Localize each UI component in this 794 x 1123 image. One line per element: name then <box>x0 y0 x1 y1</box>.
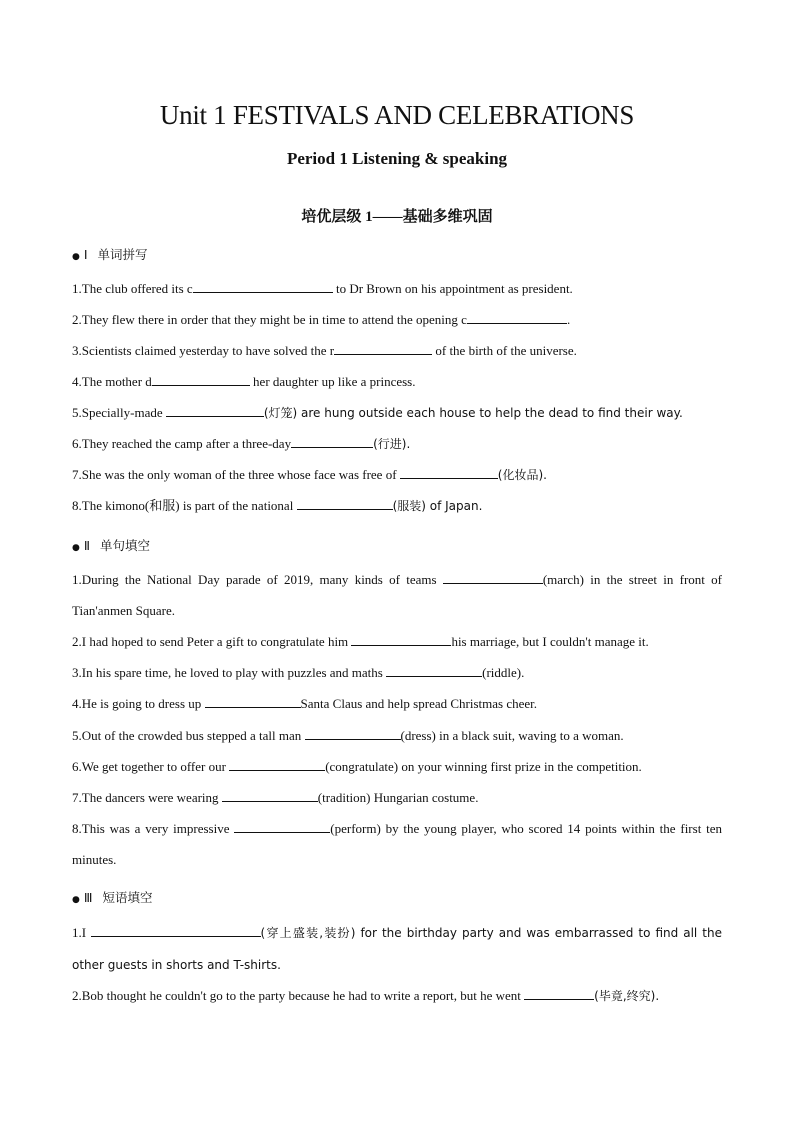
answer-blank[interactable] <box>152 373 250 386</box>
answer-blank[interactable] <box>351 633 451 646</box>
answer-blank[interactable] <box>297 497 393 510</box>
question-line: 8.The kimono(和服) is part of the national (服装) of Japan. <box>72 498 483 513</box>
section-heading-1: ● Ⅰ 单词拼写 <box>72 247 148 262</box>
section-heading-3: ● Ⅲ 短语填空 <box>72 890 153 905</box>
level-heading: 培优层级 1——基础多维巩固 <box>301 209 493 225</box>
answer-blank[interactable] <box>222 789 318 802</box>
answer-blank[interactable] <box>443 571 543 584</box>
question-line: 4.The mother d her daughter up like a princess. <box>72 374 416 389</box>
bullet-icon: ● <box>72 252 80 262</box>
question-line: 2.Bob thought he couldn't go to the party because he had to write a report, but he went (毕竟,终究). <box>72 988 660 1003</box>
question-line: 2.I had hoped to send Peter a gift to congratulate him his marriage, but I couldn't manage it. <box>72 634 649 649</box>
question-line: 2.They flew there in order that they might be in time to attend the opening c . <box>72 312 571 327</box>
question-line: 5.Out of the crowded bus stepped a tall man (dress) in a black suit, waving to a woman. <box>72 728 624 743</box>
answer-blank[interactable] <box>291 435 373 448</box>
question-line: 7.She was the only woman of the three whose face was free of (化妆品). <box>72 467 547 482</box>
answer-blank[interactable] <box>305 727 401 740</box>
question-line: 6.They reached the camp after a three-day (行进). <box>72 436 411 451</box>
unit-title: Unit 1 FESTIVALS AND CELEBRATIONS <box>159 100 635 130</box>
question-line: 1.The club offered its c to Dr Brown on his appointment as president. <box>72 281 573 296</box>
answer-blank[interactable] <box>386 664 482 677</box>
question-line: 5.Specially-made (灯笼) are hung outside each house to help the dead to find their way. <box>72 405 683 420</box>
question-line: 3.In his spare time, he loved to play with puzzles and maths (riddle). <box>72 665 525 680</box>
bullet-icon: ● <box>72 543 80 553</box>
question-line: 1.I (穿上盛装,装扮) for the birthday party and was embarrassed to find all the other guests in shorts and T-shirts. <box>72 925 722 972</box>
question-line: 3.Scientists claimed yesterday to have solved the r of the birth of the universe. <box>72 343 577 358</box>
answer-blank[interactable] <box>400 466 498 479</box>
question-line: 4.He is going to dress up Santa Claus and help spread Christmas cheer. <box>72 696 538 711</box>
bullet-icon: ● <box>72 895 80 905</box>
answer-blank[interactable] <box>524 987 594 1000</box>
answer-blank[interactable] <box>193 280 333 293</box>
question-line: 8.This was a very impressive (perform) by the young player, who scored 14 points within the first ten minutes. <box>72 821 722 867</box>
period-subtitle: Period 1 Listening & speaking <box>286 149 508 168</box>
answer-blank[interactable] <box>229 758 325 771</box>
answer-blank[interactable] <box>205 695 301 708</box>
section-heading-2: ● Ⅱ 单句填空 <box>72 538 151 553</box>
answer-blank[interactable] <box>234 820 330 833</box>
answer-blank[interactable] <box>91 924 261 937</box>
answer-blank[interactable] <box>467 311 567 324</box>
answer-blank[interactable] <box>166 404 264 417</box>
question-line: 7.The dancers were wearing (tradition) Hungarian costume. <box>72 790 479 805</box>
question-line: 6.We get together to offer our (congratulate) on your winning first prize in the competition. <box>72 759 642 774</box>
question-line: 1.During the National Day parade of 2019, many kinds of teams (march) in the street in front of Tian'anmen Square. <box>72 572 722 618</box>
answer-blank[interactable] <box>334 342 432 355</box>
